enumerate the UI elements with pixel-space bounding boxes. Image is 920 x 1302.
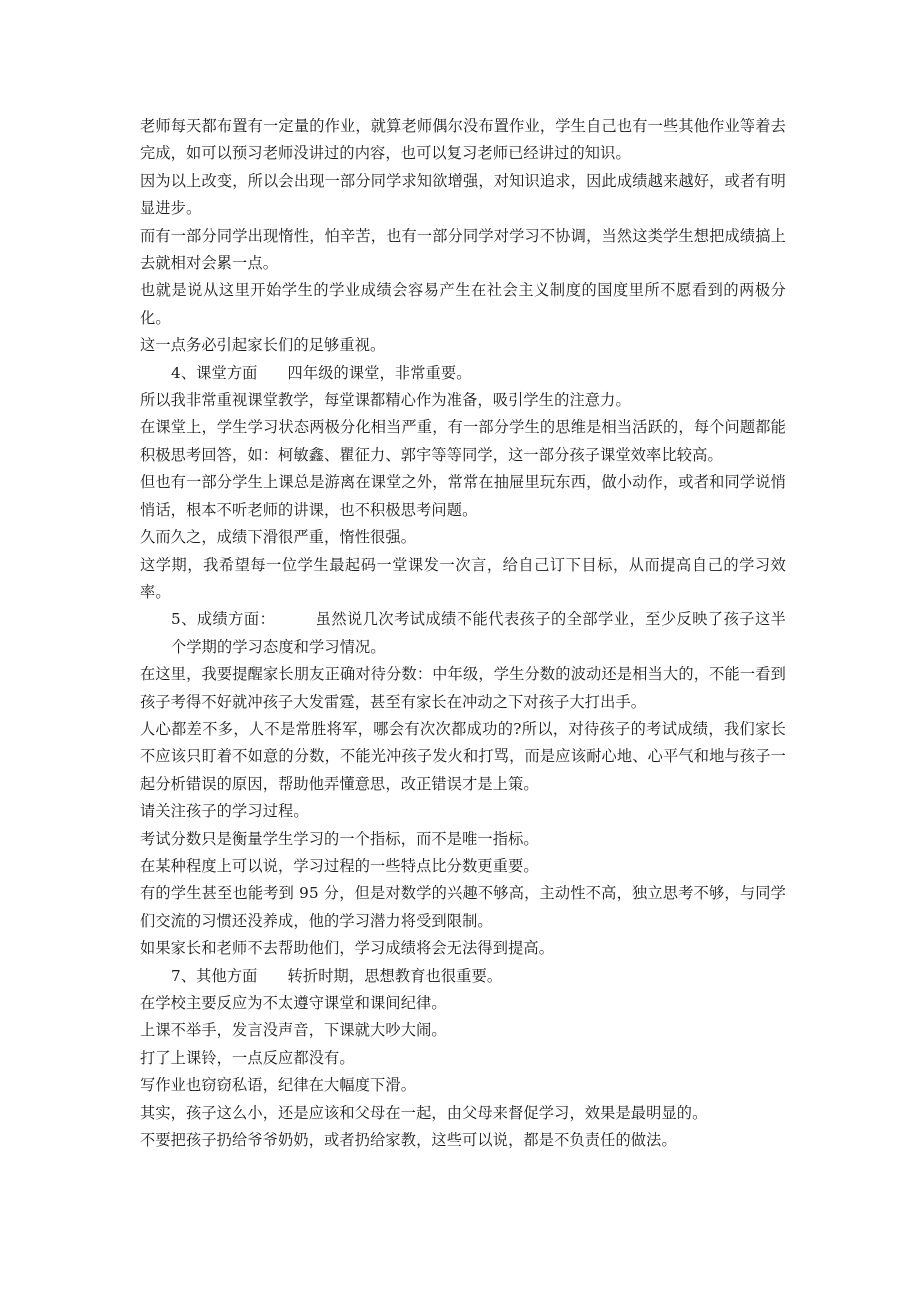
paragraph: 这一点务必引起家长们的足够重视。 <box>140 336 386 355</box>
paragraph: 考试分数只是衡量学生学习的一个指标，而不是唯一指标。 <box>140 829 539 848</box>
paragraph: 打了上课铃，一点反应都没有。 <box>140 1048 355 1067</box>
section-heading: 5、成绩方面： <box>171 610 276 629</box>
paragraph: 有的学生甚至也能考到 95 分，但是对数学的兴趣不够高，主动性不高，独立思考不够，与同学们交流的习惯还没养成，他的学习潜力将受到限制。 <box>140 884 786 930</box>
paragraph: 但也有一部分学生上课总是游离在课堂之外，常常在抽屉里玩东西，做小动作，或者和同学说悄悄话，根本不听老师的讲课，也不积极思考问题。 <box>140 473 786 519</box>
paragraph: 人心都差不多，人不是常胜将军，哪会有次次都成功的?所以，对待孩子的考试成绩，我们家长不应该只盯着不如意的分数，不能光冲孩子发火和打骂，而是应该耐心地、心平气和地与孩子一起分析错误的原因，帮助他弄懂意思，改正错误才是上策。 <box>140 719 786 793</box>
section-heading: 4、课堂方面 <box>171 363 258 382</box>
paragraph: 所以我非常重视课堂教学，每堂课都精心作为准备，吸引学生的注意力。 <box>140 391 631 410</box>
section-text: 四年级的课堂，非常重要。 <box>287 363 472 382</box>
paragraph: 请关注孩子的学习过程。 <box>140 802 309 821</box>
paragraph: 这学期，我希望每一位学生最起码一堂课发一次言，给自己订下目标，从而提高自己的学习效率。 <box>140 555 786 601</box>
paragraph: 其实，孩子这么小，还是应该和父母在一起，由父母来督促学习，效果是最明显的。 <box>140 1103 708 1122</box>
paragraph: 如果家长和老师不去帮助他们，学习成绩将会无法得到提高。 <box>140 939 555 958</box>
section-paragraph <box>140 606 786 661</box>
paragraph: 上课不举手，发言没声音，下课就大吵大闹。 <box>140 1021 447 1040</box>
section-heading: 7、其他方面 <box>171 966 258 985</box>
paragraph: 在这里，我要提醒家长朋友正确对待分数：中年级，学生分数的波动还是相当大的，不能一看到孩子考得不好就冲孩子大发雷霆，甚至有家长在冲动之下对孩子大打出手。 <box>140 665 786 711</box>
paragraph: 久而久之，成绩下滑很严重，惰性很强。 <box>140 528 417 547</box>
paragraph: 也就是说从这里开始学生的学业成绩会容易产生在社会主义制度的国度里所不愿看到的两极分化。 <box>140 281 786 327</box>
document-body <box>140 113 786 1154</box>
paragraph: 因为以上改变，所以会出现一部分同学求知欲增强，对知识追求，因此成绩越来越好，或者有明显进步。 <box>140 171 786 218</box>
paragraph: 不要把孩子扔给爷爷奶奶，或者扔给家教，这些可以说，都是不负责任的做法。 <box>140 1131 677 1150</box>
paragraph: 在学校主要反应为不太遵守课堂和课间纪律。 <box>140 994 447 1012</box>
section-text: 虽然说几次考试成绩不能代表孩子的全部学业，至少反映了孩子这半个学期的学习态度和学习情况。 <box>171 610 787 656</box>
section-paragraph <box>140 360 786 387</box>
paragraph: 在课堂上，学生学习状态两极分化相当严重，有一部分学生的思维是相当活跃的，每个问题都能积极思考回答，如：柯敏鑫、瞿征力、郭宇等等同学，这一部分孩子课堂效率比较高。 <box>140 418 786 464</box>
paragraph: 写作业也窃窃私语，纪律在大幅度下滑。 <box>140 1076 417 1095</box>
paragraph: 在某种程度上可以说，学习过程的一些特点比分数更重要。 <box>140 856 539 875</box>
section-text: 转折时期，思想教育也很重要。 <box>287 966 503 985</box>
paragraph: 老师每天都布置有一定量的作业，就算老师偶尔没布置作业，学生自己也有一些其他作业等着去完成，如可以预习老师没讲过的内容，也可以复习老师已经讲过的知识。 <box>140 117 786 163</box>
paragraph: 而有一部分同学出现惰性，怕辛苦，也有一部分同学对学习不协调，当然这类学生想把成绩搞上去就相对会累一点。 <box>140 226 786 273</box>
section-paragraph <box>140 963 786 990</box>
